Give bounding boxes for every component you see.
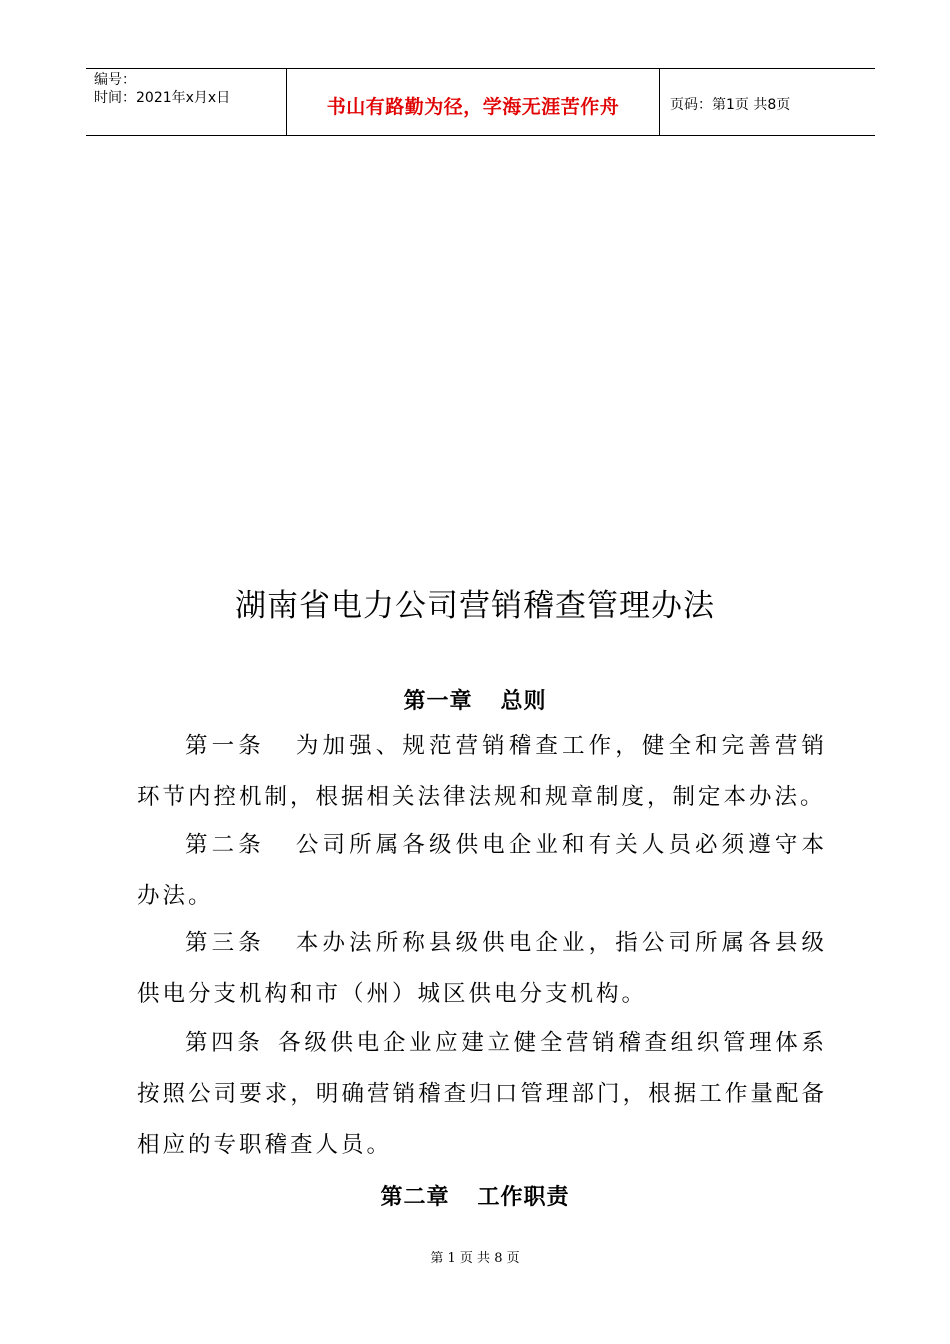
article-1-text: 为加强、规范营销稽查工作，健全和完善营销环节内控机制，根据相关法律法规和规章制度，制定本办法。 — [137, 733, 827, 810]
article-2-number: 第二条 — [185, 832, 265, 858]
page-footer: 第 1 页 共 8 页 — [430, 1251, 520, 1266]
header-page-code: 页码：第1页 共8页 — [670, 97, 791, 113]
article-4-number: 第四条 — [185, 1030, 264, 1056]
article-3-number: 第三条 — [185, 930, 265, 956]
chapter-2-name: 工作职责 — [477, 1185, 570, 1210]
article-3-text: 本办法所称县级供电企业，指公司所属各县级供电分支机构和市（州）城区供电分支机构。 — [137, 930, 827, 1007]
header-motto: 书山有路勤为径，学海无涯苦作舟 — [286, 69, 660, 135]
page-header — [86, 68, 875, 136]
header-meta — [86, 69, 286, 135]
article-1 — [137, 721, 827, 823]
number-label: 编号： — [94, 72, 136, 88]
article-4-text: 各级供电企业应建立健全营销稽查组织管理体系按照公司要求，明确营销稽查归口管理部门，根据工作量配备相应的专职稽查人员。 — [137, 1030, 827, 1158]
article-2 — [137, 820, 827, 922]
chapter-2-number: 第二章 — [380, 1185, 450, 1210]
article-3 — [137, 918, 827, 1020]
chapter-2-heading — [0, 1180, 950, 1211]
chapter-1-name: 总则 — [500, 689, 547, 714]
chapter-1-heading — [0, 684, 950, 715]
chapter-1-number: 第一章 — [403, 689, 473, 714]
article-2-text: 公司所属各级供电企业和有关人员必须遵守本办法。 — [137, 832, 827, 909]
time-label: 时间：2021年x月x日 — [94, 90, 231, 106]
document-title: 湖南省电力公司营销稽查管理办法 — [235, 588, 715, 624]
article-4 — [137, 1018, 827, 1171]
article-1-number: 第一条 — [185, 733, 265, 759]
